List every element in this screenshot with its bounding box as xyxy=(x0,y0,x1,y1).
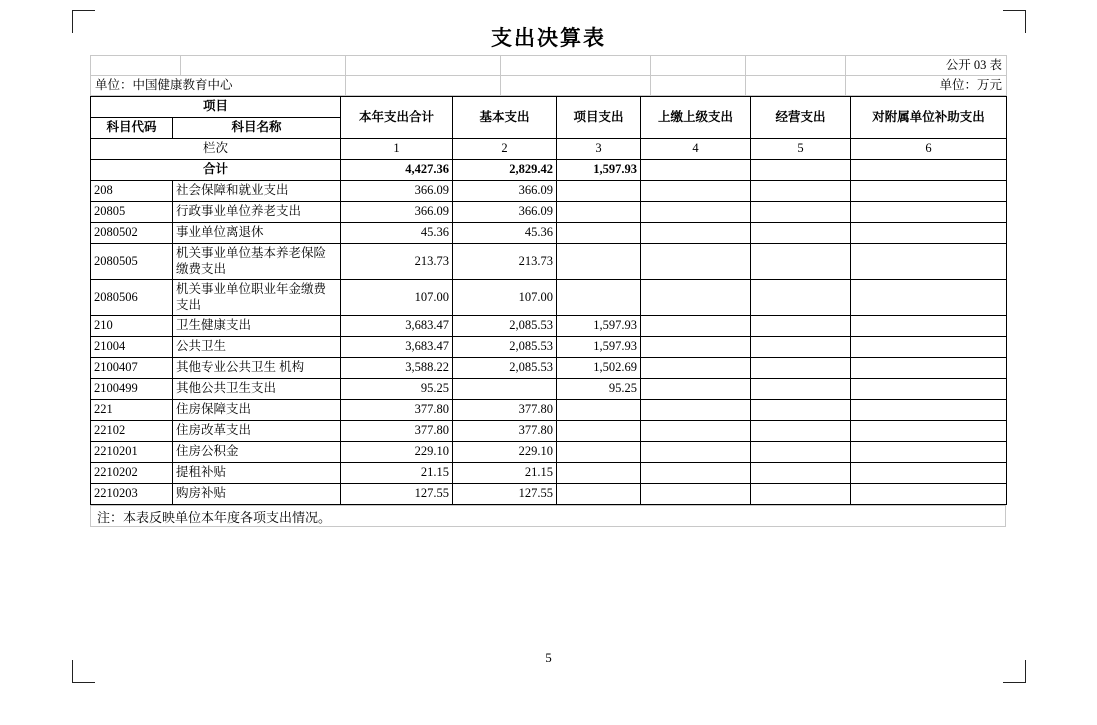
row-subject-code: 2210201 xyxy=(91,442,173,463)
row-value-col1: 377.80 xyxy=(341,421,453,442)
row-subject-code: 2080505 xyxy=(91,244,173,280)
row-value-col6 xyxy=(851,202,1007,223)
row-value-col5 xyxy=(751,223,851,244)
row-value-col5 xyxy=(751,280,851,316)
column-index-3: 3 xyxy=(557,139,641,160)
row-value-col5 xyxy=(751,202,851,223)
column-index-1: 1 xyxy=(341,139,453,160)
header-col6: 对附属单位补助支出 xyxy=(851,97,1007,139)
row-value-col2 xyxy=(453,379,557,400)
row-value-col4 xyxy=(641,463,751,484)
row-value-col1: 3,683.47 xyxy=(341,337,453,358)
header-col5: 经营支出 xyxy=(751,97,851,139)
row-subject-code: 2210202 xyxy=(91,463,173,484)
row-subject-code: 2210203 xyxy=(91,484,173,505)
row-value-col6 xyxy=(851,181,1007,202)
row-subject-code: 21004 xyxy=(91,337,173,358)
row-value-col6 xyxy=(851,316,1007,337)
row-value-col1: 366.09 xyxy=(341,181,453,202)
meta-cell-blank-4 xyxy=(501,56,651,76)
table-row xyxy=(91,181,1007,202)
row-value-col2: 2,085.53 xyxy=(453,358,557,379)
meta-row-org xyxy=(91,76,1007,96)
row-value-col1: 213.73 xyxy=(341,244,453,280)
row-value-col6 xyxy=(851,484,1007,505)
row-value-col6 xyxy=(851,400,1007,421)
total-col6 xyxy=(851,160,1007,181)
table-row xyxy=(91,379,1007,400)
row-subject-name: 卫生健康支出 xyxy=(173,316,341,337)
row-value-col6 xyxy=(851,223,1007,244)
row-value-col1: 21.15 xyxy=(341,463,453,484)
row-subject-name: 购房补贴 xyxy=(173,484,341,505)
row-value-col5 xyxy=(751,244,851,280)
row-value-col1: 3,588.22 xyxy=(341,358,453,379)
row-subject-name: 其他公共卫生支出 xyxy=(173,379,341,400)
column-index-6: 6 xyxy=(851,139,1007,160)
row-subject-code: 2100499 xyxy=(91,379,173,400)
table-header-row-1 xyxy=(91,97,1007,118)
row-value-col1: 127.55 xyxy=(341,484,453,505)
expenditure-table xyxy=(90,96,1007,505)
table-note: 注：本表反映单位本年度各项支出情况。 xyxy=(90,505,1006,527)
row-value-col3 xyxy=(557,421,641,442)
meta-cell-blank-7 xyxy=(346,76,501,96)
row-value-col3 xyxy=(557,280,641,316)
row-value-col2: 377.80 xyxy=(453,421,557,442)
row-subject-name: 住房保障支出 xyxy=(173,400,341,421)
row-value-col1: 3,683.47 xyxy=(341,316,453,337)
row-value-col5 xyxy=(751,442,851,463)
row-value-col6 xyxy=(851,280,1007,316)
column-index-5: 5 xyxy=(751,139,851,160)
row-value-col3 xyxy=(557,484,641,505)
header-subject-name: 科目名称 xyxy=(173,118,341,139)
row-value-col3 xyxy=(557,202,641,223)
row-value-col1: 95.25 xyxy=(341,379,453,400)
meta-cell-blank-6 xyxy=(746,56,846,76)
header-col2: 基本支出 xyxy=(453,97,557,139)
row-value-col5 xyxy=(751,181,851,202)
header-subject-code: 科目代码 xyxy=(91,118,173,139)
row-value-col6 xyxy=(851,337,1007,358)
row-subject-name: 事业单位离退休 xyxy=(173,223,341,244)
row-value-col6 xyxy=(851,244,1007,280)
row-value-col5 xyxy=(751,358,851,379)
row-subject-code: 20805 xyxy=(91,202,173,223)
total-row xyxy=(91,160,1007,181)
row-value-col1: 377.80 xyxy=(341,400,453,421)
table-row xyxy=(91,244,1007,280)
meta-row-form-code xyxy=(91,56,1007,76)
meta-cell-blank-2 xyxy=(181,56,346,76)
row-value-col1: 107.00 xyxy=(341,280,453,316)
page-title: 支出决算表 xyxy=(491,26,606,50)
meta-cell-blank-9 xyxy=(651,76,746,96)
row-subject-code: 210 xyxy=(91,316,173,337)
row-value-col5 xyxy=(751,421,851,442)
row-subject-code: 208 xyxy=(91,181,173,202)
total-col1: 4,427.36 xyxy=(341,160,453,181)
total-col2: 2,829.42 xyxy=(453,160,557,181)
row-subject-code: 2080506 xyxy=(91,280,173,316)
expenditure-statement xyxy=(90,55,1006,527)
row-value-col5 xyxy=(751,316,851,337)
row-value-col4 xyxy=(641,223,751,244)
row-subject-name: 机关事业单位基本养老保险缴费支出 xyxy=(173,244,341,280)
row-subject-name: 公共卫生 xyxy=(173,337,341,358)
row-subject-name: 住房公积金 xyxy=(173,442,341,463)
table-body xyxy=(91,181,1007,505)
header-col4: 上缴上级支出 xyxy=(641,97,751,139)
row-value-col4 xyxy=(641,337,751,358)
meta-cell-blank-5 xyxy=(651,56,746,76)
page-number: 5 xyxy=(545,650,552,665)
row-value-col1: 45.36 xyxy=(341,223,453,244)
row-value-col5 xyxy=(751,379,851,400)
row-value-col3 xyxy=(557,442,641,463)
header-col1: 本年支出合计 xyxy=(341,97,453,139)
column-index-2: 2 xyxy=(453,139,557,160)
row-subject-name: 住房改革支出 xyxy=(173,421,341,442)
row-value-col2: 366.09 xyxy=(453,202,557,223)
total-label: 合计 xyxy=(91,160,341,181)
meta-cell-blank-3 xyxy=(346,56,501,76)
total-col4 xyxy=(641,160,751,181)
row-value-col2: 45.36 xyxy=(453,223,557,244)
row-value-col6 xyxy=(851,358,1007,379)
row-value-col5 xyxy=(751,337,851,358)
row-value-col6 xyxy=(851,463,1007,484)
table-row xyxy=(91,280,1007,316)
row-value-col4 xyxy=(641,442,751,463)
table-row xyxy=(91,358,1007,379)
table-row xyxy=(91,421,1007,442)
row-value-col3 xyxy=(557,400,641,421)
meta-cell-blank-10 xyxy=(746,76,846,96)
column-index-label: 栏次 xyxy=(91,139,341,160)
row-value-col2: 229.10 xyxy=(453,442,557,463)
table-row xyxy=(91,202,1007,223)
table-row xyxy=(91,463,1007,484)
table-row xyxy=(91,442,1007,463)
row-value-col2: 366.09 xyxy=(453,181,557,202)
row-value-col4 xyxy=(641,181,751,202)
row-value-col3 xyxy=(557,244,641,280)
table-row xyxy=(91,484,1007,505)
row-value-col2: 107.00 xyxy=(453,280,557,316)
row-value-col3 xyxy=(557,181,641,202)
table-row xyxy=(91,223,1007,244)
row-subject-code: 2080502 xyxy=(91,223,173,244)
meta-cell-blank-1 xyxy=(91,56,181,76)
header-col3: 项目支出 xyxy=(557,97,641,139)
table-row xyxy=(91,337,1007,358)
row-value-col1: 366.09 xyxy=(341,202,453,223)
row-subject-name: 提租补贴 xyxy=(173,463,341,484)
row-value-col2: 213.73 xyxy=(453,244,557,280)
row-value-col4 xyxy=(641,400,751,421)
form-code: 公开 03 表 xyxy=(846,56,1007,76)
header-group-item: 项目 xyxy=(91,97,341,118)
row-subject-code: 2100407 xyxy=(91,358,173,379)
row-value-col1: 229.10 xyxy=(341,442,453,463)
row-value-col6 xyxy=(851,379,1007,400)
meta-cell-blank-8 xyxy=(501,76,651,96)
row-value-col2: 377.80 xyxy=(453,400,557,421)
row-value-col2: 2,085.53 xyxy=(453,316,557,337)
sheet-meta xyxy=(90,55,1007,96)
table-row xyxy=(91,400,1007,421)
row-value-col3: 95.25 xyxy=(557,379,641,400)
row-subject-code: 221 xyxy=(91,400,173,421)
unit-of-measure: 单位：万元 xyxy=(846,76,1007,96)
row-value-col4 xyxy=(641,421,751,442)
row-value-col3: 1,502.69 xyxy=(557,358,641,379)
row-value-col4 xyxy=(641,316,751,337)
row-value-col2: 21.15 xyxy=(453,463,557,484)
row-value-col3 xyxy=(557,463,641,484)
table-row xyxy=(91,316,1007,337)
row-value-col3: 1,597.93 xyxy=(557,316,641,337)
row-value-col2: 127.55 xyxy=(453,484,557,505)
row-value-col5 xyxy=(751,463,851,484)
row-value-col4 xyxy=(641,379,751,400)
row-subject-name: 机关事业单位职业年金缴费支出 xyxy=(173,280,341,316)
row-value-col4 xyxy=(641,280,751,316)
total-col3: 1,597.93 xyxy=(557,160,641,181)
row-value-col4 xyxy=(641,484,751,505)
row-subject-name: 社会保障和就业支出 xyxy=(173,181,341,202)
row-subject-name: 其他专业公共卫生 机构 xyxy=(173,358,341,379)
row-value-col6 xyxy=(851,442,1007,463)
row-value-col4 xyxy=(641,202,751,223)
row-value-col4 xyxy=(641,244,751,280)
row-value-col5 xyxy=(751,484,851,505)
row-value-col3 xyxy=(557,223,641,244)
row-value-col6 xyxy=(851,421,1007,442)
row-subject-code: 22102 xyxy=(91,421,173,442)
row-value-col5 xyxy=(751,400,851,421)
row-value-col2: 2,085.53 xyxy=(453,337,557,358)
total-col5 xyxy=(751,160,851,181)
column-index-4: 4 xyxy=(641,139,751,160)
org-label: 单位：中国健康教育中心 xyxy=(91,76,346,96)
row-value-col3: 1,597.93 xyxy=(557,337,641,358)
column-index-row xyxy=(91,139,1007,160)
row-value-col4 xyxy=(641,358,751,379)
row-subject-name: 行政事业单位养老支出 xyxy=(173,202,341,223)
